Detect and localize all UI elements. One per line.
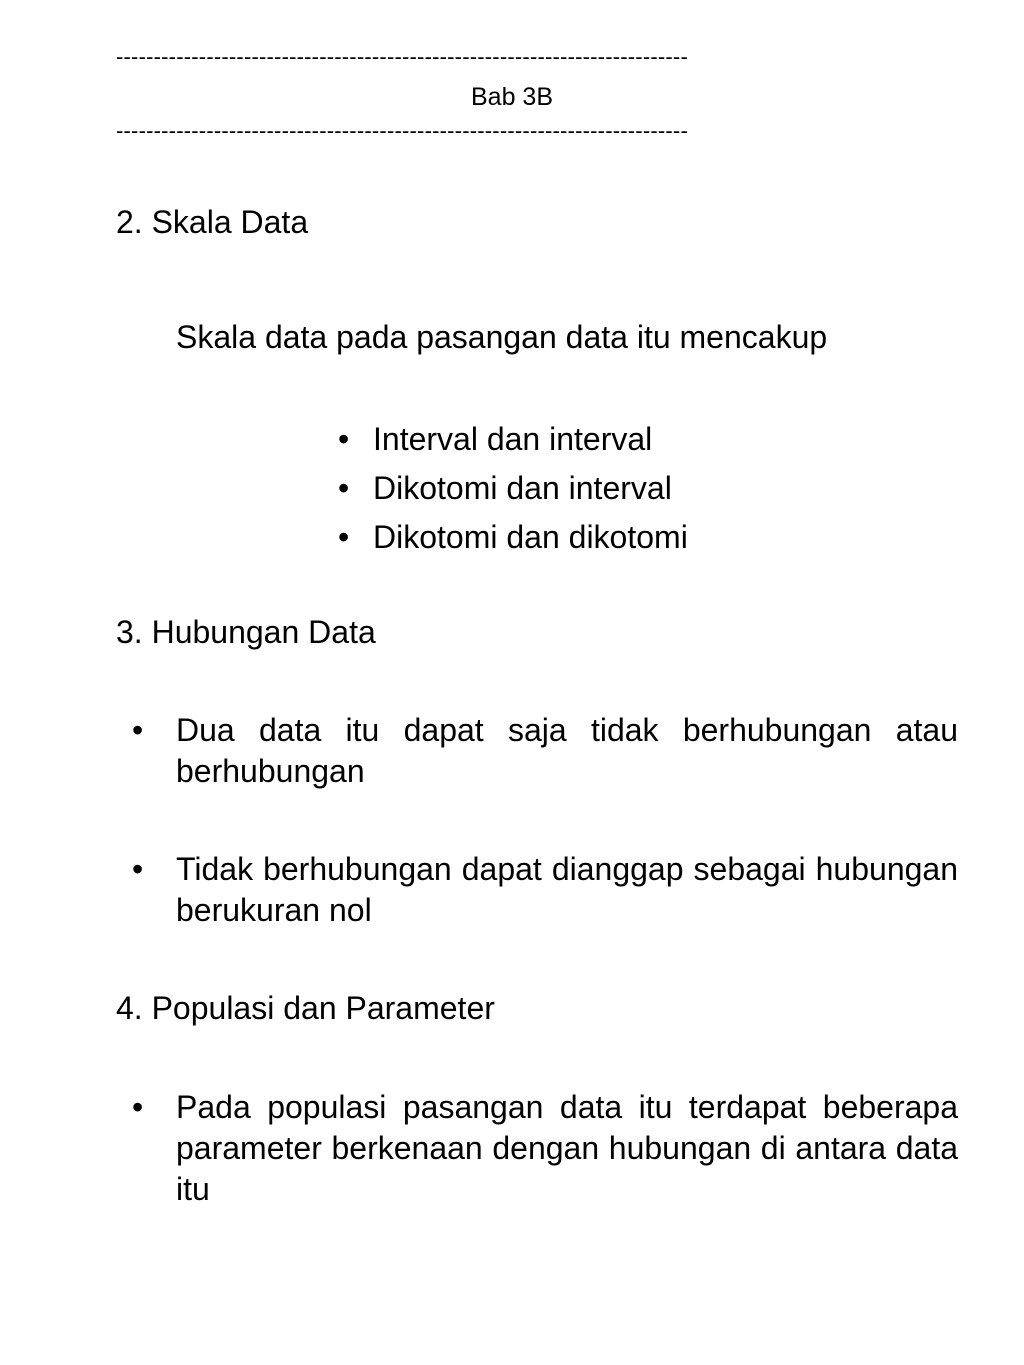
bullet-paragraph: [132, 1087, 958, 1210]
chapter-title: Bab 3B: [470, 83, 553, 111]
section-heading-populasi-parameter: 4. Populasi dan Parameter: [116, 990, 495, 1026]
section-heading-hubungan-data: 3. Hubungan Data: [116, 614, 376, 650]
paragraph-text: Dua data itu dapat saja tidak berhubungan atau berhubungan: [176, 712, 958, 789]
bullet-paragraph: [132, 710, 958, 792]
list-item: [338, 464, 688, 513]
header-rule-top: ----------------------------------------------------------------------------: [116, 44, 688, 69]
header-rule-bottom: ----------------------------------------------------------------------------: [116, 118, 688, 143]
skala-intro-text: Skala data pada pasangan data itu mencakup: [176, 319, 828, 355]
list-item: [338, 415, 688, 464]
list-item: [338, 513, 688, 562]
section-heading-skala-data: 2. Skala Data: [116, 204, 309, 240]
bullet-icon: •: [132, 1089, 144, 1125]
bullet-icon: •: [338, 470, 350, 506]
list-item-label: Interval dan interval: [373, 421, 653, 457]
bullet-icon: •: [338, 421, 350, 457]
scale-type-list: [338, 415, 688, 562]
list-item-label: Dikotomi dan dikotomi: [373, 519, 688, 555]
paragraph-text: Tidak berhubungan dapat dianggap sebagai hubungan berukuran nol: [176, 851, 958, 928]
bullet-icon: •: [338, 519, 350, 555]
bullet-icon: •: [132, 851, 144, 887]
bullet-paragraph: [132, 849, 958, 931]
bullet-icon: •: [132, 712, 144, 748]
list-item-label: Dikotomi dan interval: [373, 470, 672, 506]
paragraph-text: Pada populasi pasangan data itu terdapat beberapa parameter berkenaan dengan hubungan di antara data itu: [176, 1089, 958, 1207]
